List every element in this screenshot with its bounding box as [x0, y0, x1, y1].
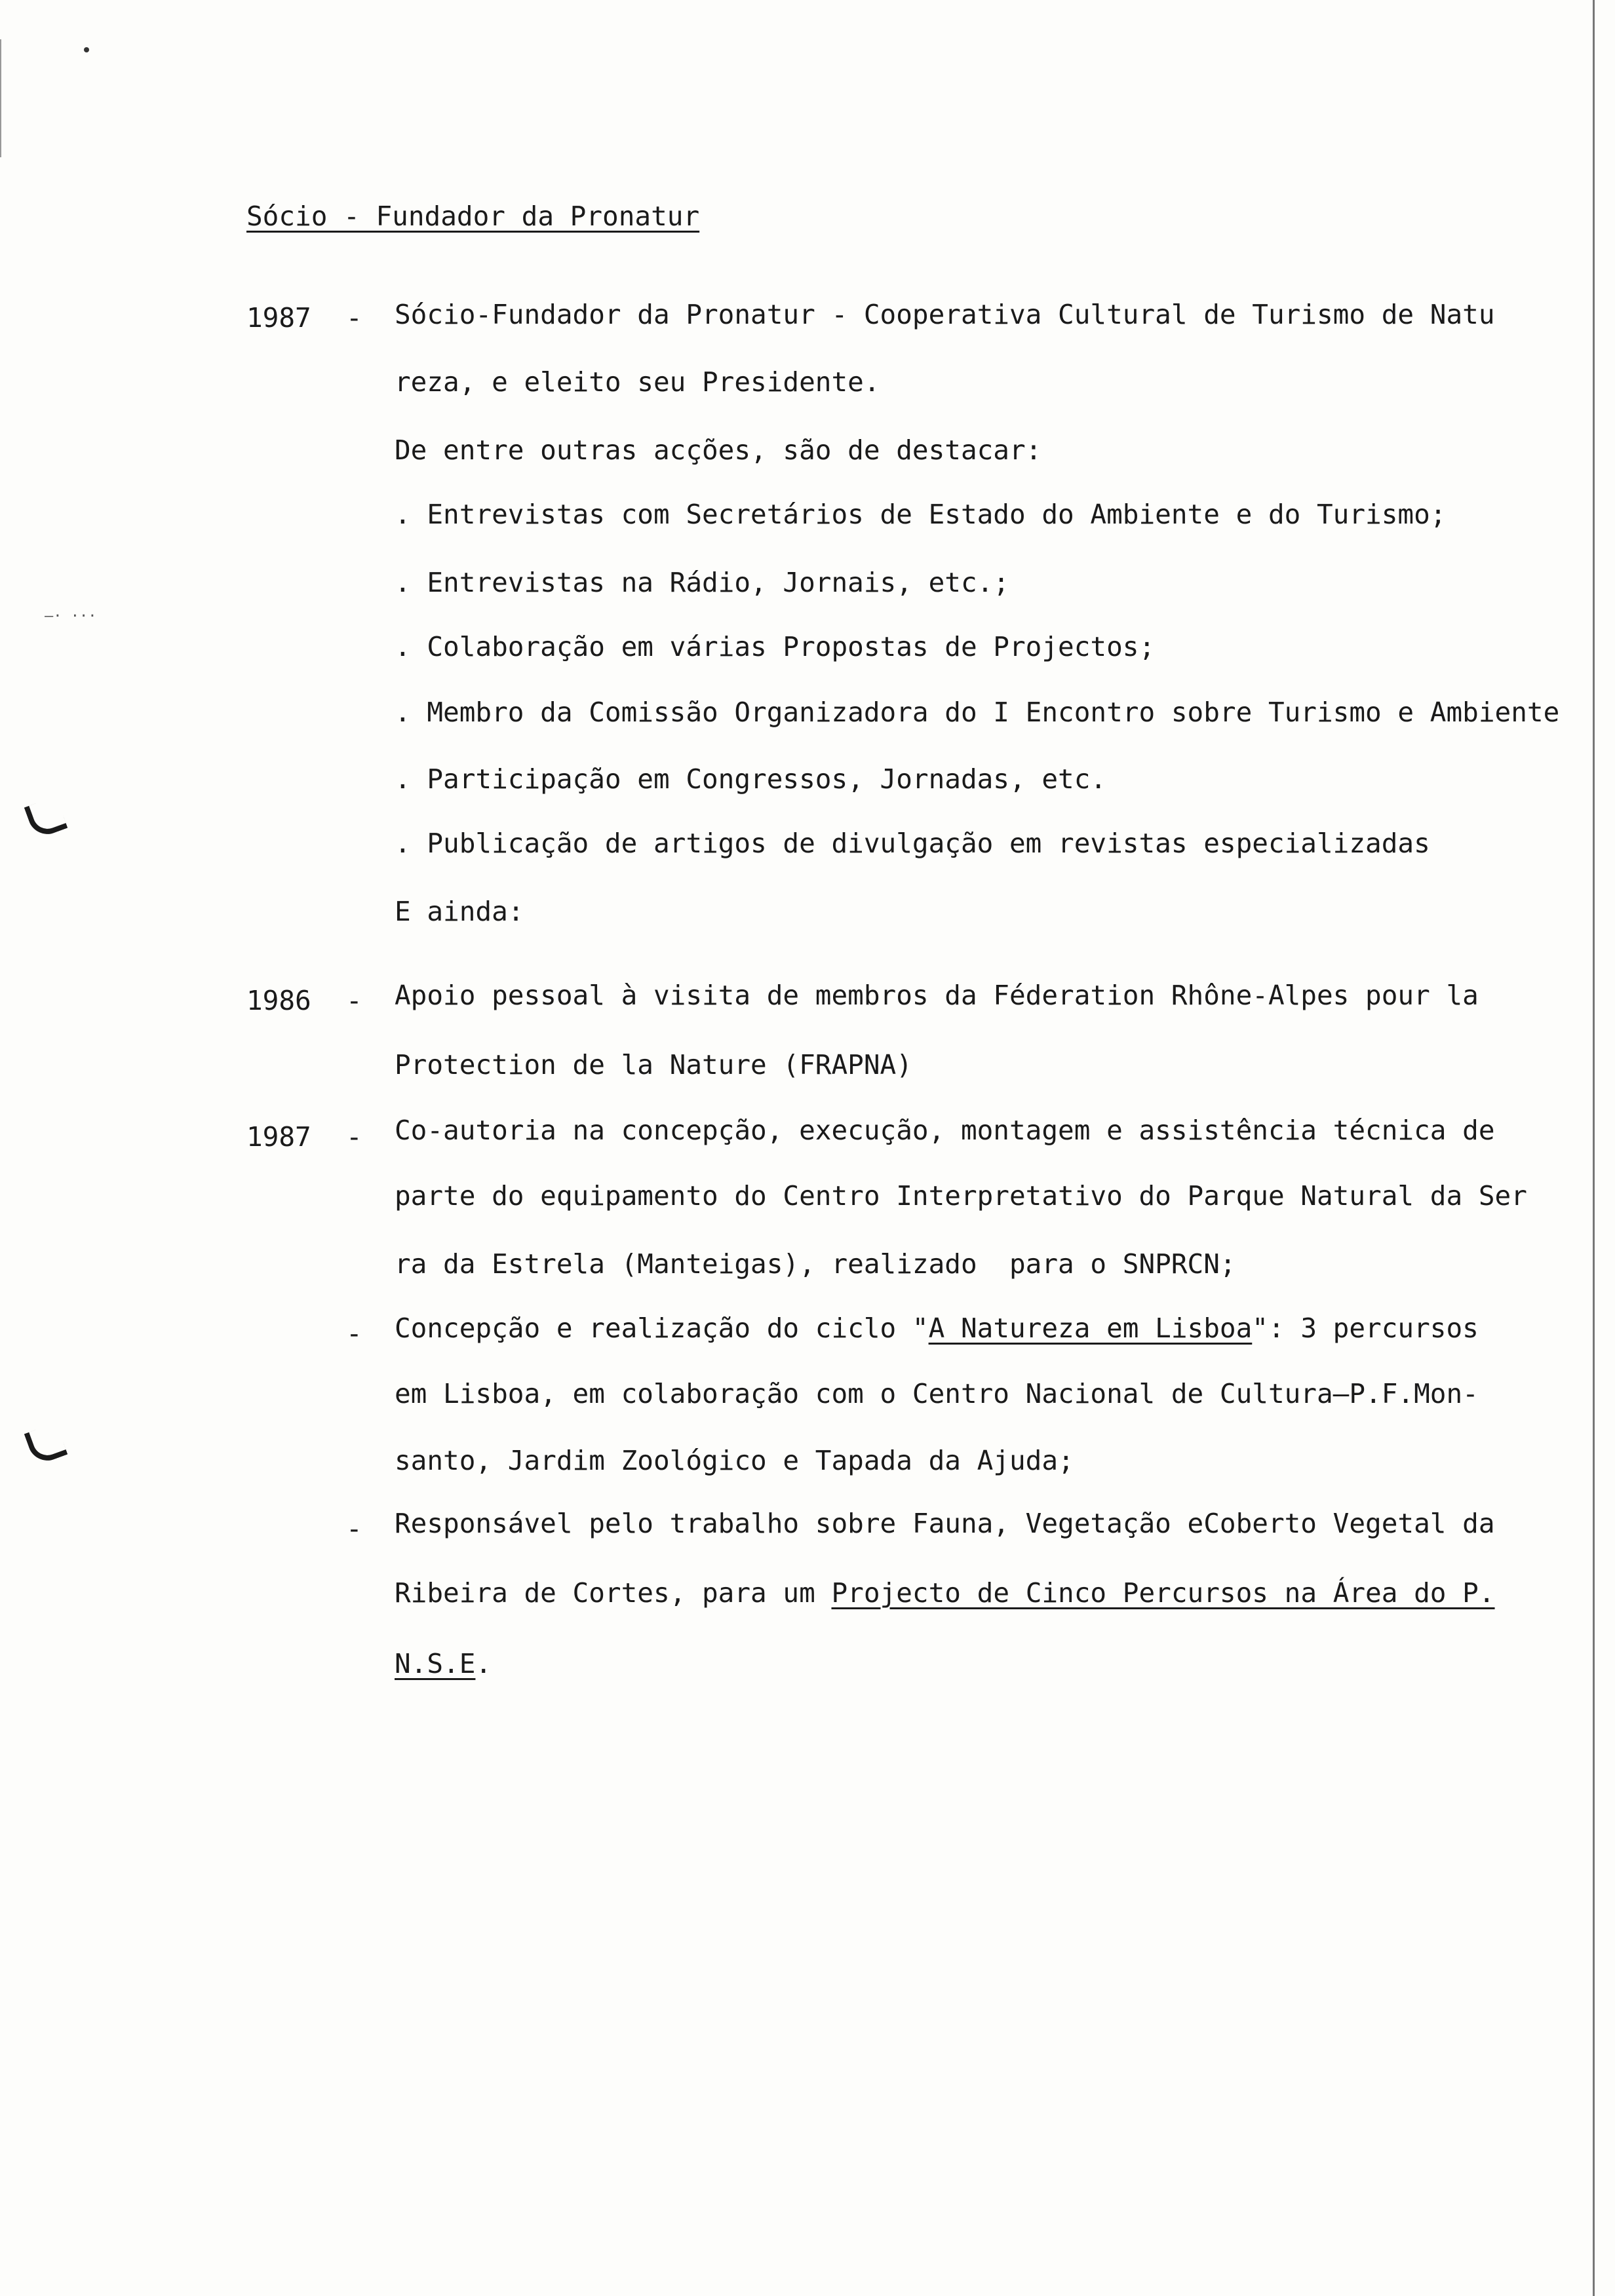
- scan-noise: —· ···: [45, 608, 97, 624]
- speck: [84, 47, 89, 52]
- list-item: . Entrevistas com Secretários de Estado do Ambiente e do Turismo;: [395, 499, 1447, 530]
- item-text-line: Responsável pelo trabalho sobre Fauna, Vegetação eCoberto Vegetal da: [395, 1508, 1495, 1539]
- item-text: .: [475, 1648, 492, 1679]
- item-dash: -: [346, 1513, 362, 1544]
- item-text-line: [395, 1647, 492, 1680]
- item-text-line: santo, Jardim Zoológico e Tapada da Ajuda;: [395, 1445, 1074, 1476]
- section-heading: Sócio - Fundador da Pronatur: [246, 201, 700, 232]
- entry-dash: -: [346, 302, 362, 334]
- entry-text-line: reza, e eleito seu Presidente.: [395, 366, 880, 398]
- entry-text-line: E ainda:: [395, 896, 524, 927]
- list-item: . Publicação de artigos de divulgação em revistas especializadas: [395, 828, 1430, 859]
- entry-text-line: Sócio-Fundador da Pronatur - Cooperativa Cultural de Turismo de Natu: [395, 299, 1495, 330]
- underlined-title: A Natureza em Lisboa: [928, 1312, 1253, 1344]
- entry-text-line: Apoio pessoal à visita de membros da Féderation Rhône-Alpes pour la: [395, 980, 1479, 1011]
- item-text: Ribeira de Cortes, para um: [395, 1577, 832, 1609]
- item-text-line: [395, 1577, 1495, 1609]
- list-item: . Colaboração em várias Propostas de Projectos;: [395, 631, 1156, 662]
- item-text-line: [395, 1312, 1479, 1345]
- entry-text-line: De entre outras acções, são de destacar:: [395, 434, 1042, 466]
- list-item: . Entrevistas na Rádio, Jornais, etc.;: [395, 567, 1009, 598]
- underlined-title: N.S.E: [395, 1648, 476, 1679]
- item-text: ": 3 percursos: [1252, 1312, 1479, 1344]
- list-item: . Participação em Congressos, Jornadas, etc.: [395, 763, 1107, 795]
- item-text: Concepção e realização do ciclo ": [395, 1312, 929, 1344]
- entry-year: 1987: [246, 302, 311, 334]
- entry-dash: -: [346, 985, 362, 1016]
- list-item: . Membro da Comissão Organizadora do I Encontro sobre Turismo e Ambiente: [395, 697, 1560, 728]
- entry-year: 1986: [246, 985, 311, 1016]
- underlined-title: Projecto de Cinco Percursos na Área do P.: [831, 1577, 1495, 1609]
- entry-text-line: Co-autoria na concepção, execução, montagem e assistência técnica de: [395, 1115, 1495, 1146]
- entry-year: 1987: [246, 1121, 311, 1153]
- scan-edge-right: [1593, 0, 1595, 2296]
- binder-mark: [24, 796, 68, 840]
- item-dash: -: [346, 1318, 362, 1349]
- binder-mark: [24, 1423, 68, 1466]
- entry-text-line: ra da Estrela (Manteigas), realizado para o SNPRCN;: [395, 1248, 1236, 1280]
- scan-edge-left: [0, 39, 1, 157]
- entry-text-line: parte do equipamento do Centro Interpretativo do Parque Natural da Ser: [395, 1180, 1527, 1212]
- item-text-line: em Lisboa, em colaboração com o Centro Nacional de Cultura—P.F.Mon-: [395, 1378, 1479, 1409]
- entry-text-line: Protection de la Nature (FRAPNA): [395, 1049, 912, 1081]
- entry-dash: -: [346, 1121, 362, 1153]
